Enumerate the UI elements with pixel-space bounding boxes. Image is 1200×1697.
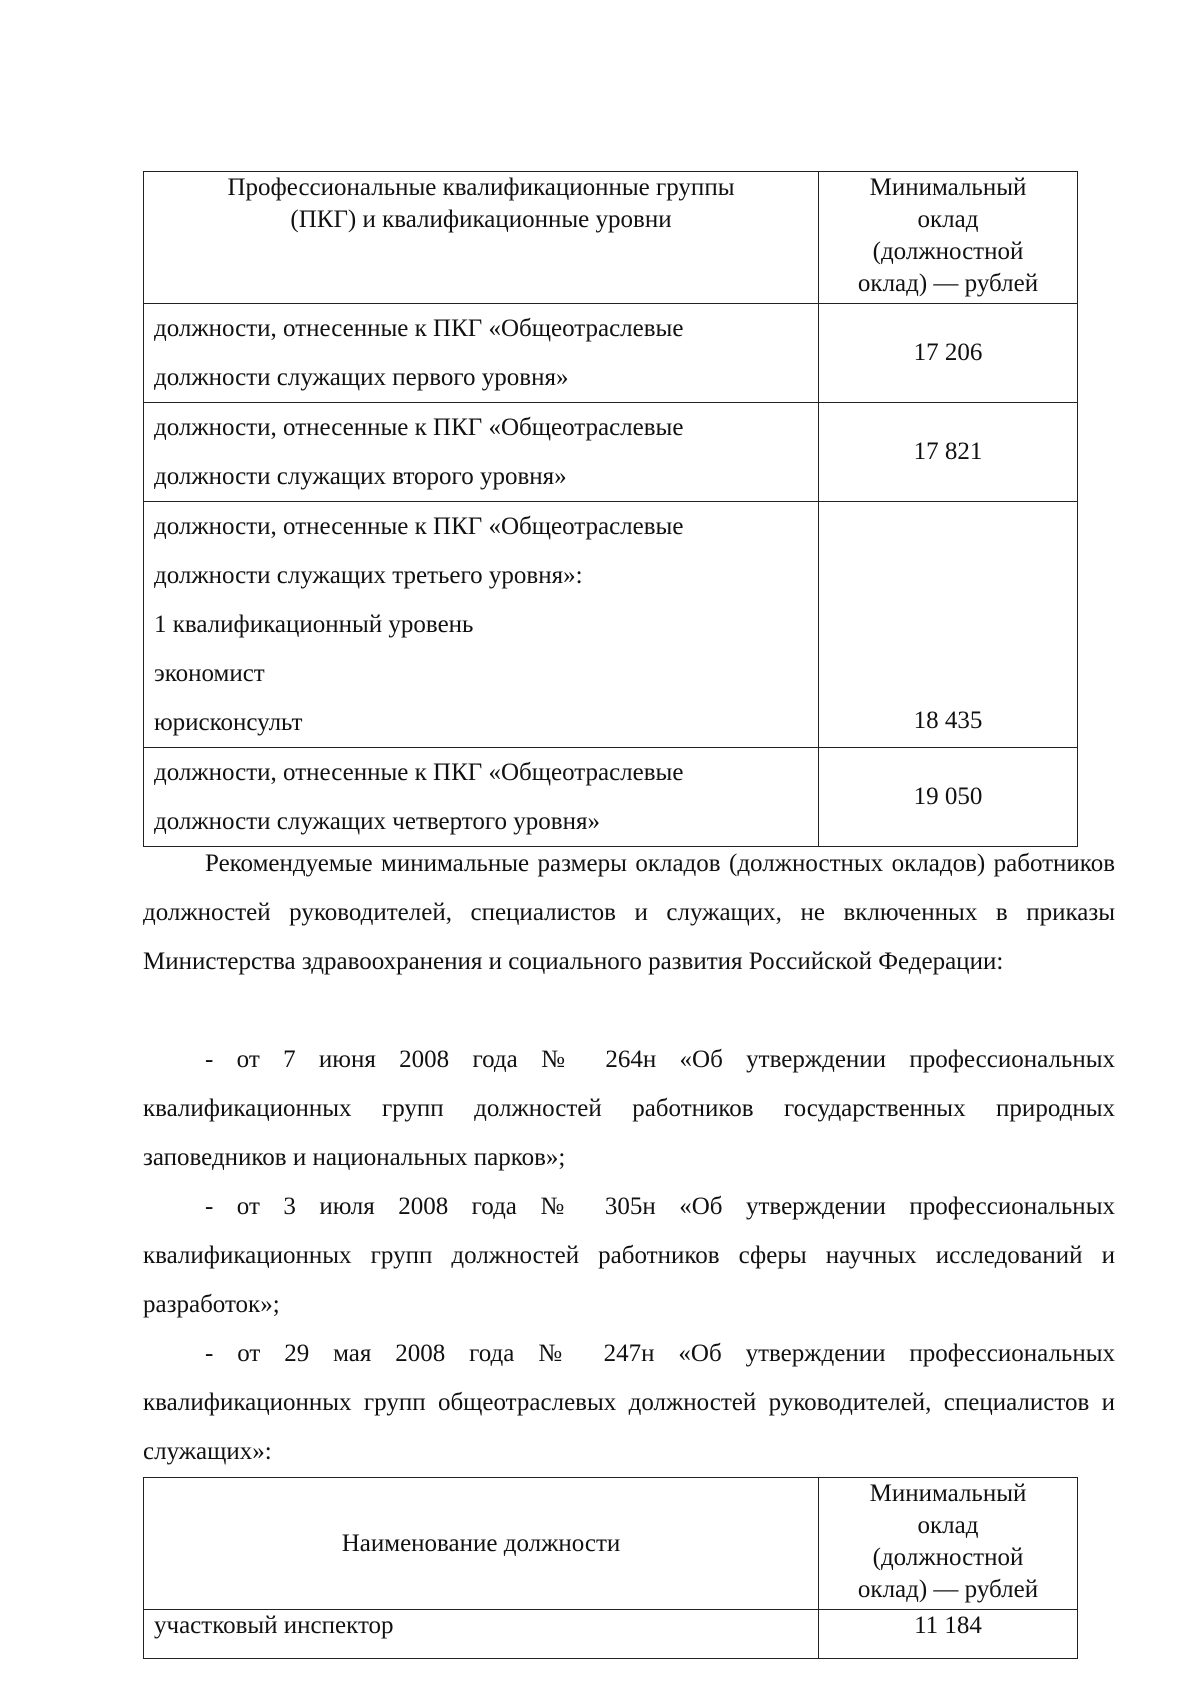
header-line: оклад) — рублей <box>857 1576 1039 1603</box>
row-salary: 17 206 <box>819 304 1078 403</box>
row-line: должности, отнесенные к ПКГ «Общеотраслевые <box>154 315 684 342</box>
row-salary: 19 050 <box>819 748 1078 847</box>
row-line: 1 квалификационный уровень <box>154 611 474 638</box>
table-row <box>144 1610 1078 1659</box>
table-row <box>144 403 1078 502</box>
row-line: должности, отнесенные к ПКГ «Общеотраслевые <box>154 759 684 786</box>
header-line: (должностной <box>872 238 1024 265</box>
row-description <box>144 304 819 403</box>
order-item-305n: - от 3 июля 2008 года № 305н «Об утверждении профессиональных квалификационных групп должностей работников сферы научных исследований и разработок»; <box>143 1193 1115 1318</box>
intro-paragraph: Рекомендуемые минимальные размеры окладов (должностных окладов) работников должностей руководителей, специалистов и служащих, не включенных в приказы Министерства здравоохранения и социального развития Российской Федерации: <box>143 850 1115 975</box>
header-line: Минимальный <box>869 174 1027 201</box>
header-line: (должностной <box>872 1544 1024 1571</box>
salary-table-pkg <box>143 171 1078 847</box>
table-header-row <box>144 1478 1078 1610</box>
header-line: Профессиональные квалификационные группы <box>227 174 735 201</box>
row-salary: 17 821 <box>819 403 1078 502</box>
table-header-row <box>144 172 1078 304</box>
header-line: (ПКГ) и квалификационные уровни <box>290 206 672 233</box>
table-row <box>144 748 1078 847</box>
order-item-264n: - от 7 июня 2008 года № 264н «Об утверждении профессиональных квалификационных групп должностей работников государственных природных заповедников и национальных парков»; <box>143 1046 1115 1171</box>
row-line: должности служащих четвертого уровня» <box>154 808 600 835</box>
header-line: оклад <box>917 1512 979 1539</box>
table-row <box>144 304 1078 403</box>
row-salary: 11 184 <box>819 1610 1078 1659</box>
header-salary-cell <box>819 1478 1078 1610</box>
row-line: должности служащих первого уровня» <box>154 364 569 391</box>
row-position-name: участковый инспектор <box>144 1610 819 1659</box>
row-description <box>144 748 819 847</box>
row-salary: 18 435 <box>819 502 1078 748</box>
header-groups-cell <box>144 172 819 304</box>
row-description <box>144 403 819 502</box>
row-line: должности, отнесенные к ПКГ «Общеотраслевые <box>154 414 684 441</box>
header-line: оклад <box>917 206 979 233</box>
table-row <box>144 502 1078 748</box>
row-line: должности, отнесенные к ПКГ «Общеотраслевые <box>154 513 684 540</box>
row-line: должности служащих третьего уровня»: <box>154 562 583 589</box>
row-description <box>144 502 819 748</box>
row-line: экономист <box>154 660 265 687</box>
order-item-247n: - от 29 мая 2008 года № 247н «Об утверждении профессиональных квалификационных групп общеотраслевых должностей руководителей, специалистов и служащих»: <box>143 1340 1115 1465</box>
header-line: оклад) — рублей <box>857 270 1039 297</box>
salary-table-positions <box>143 1477 1078 1659</box>
row-line: юрисконсульт <box>154 709 303 736</box>
header-salary-cell <box>819 172 1078 304</box>
header-line: Минимальный <box>869 1480 1027 1507</box>
header-position-name-cell: Наименование должности <box>144 1478 819 1610</box>
row-line: должности служащих второго уровня» <box>154 463 567 490</box>
